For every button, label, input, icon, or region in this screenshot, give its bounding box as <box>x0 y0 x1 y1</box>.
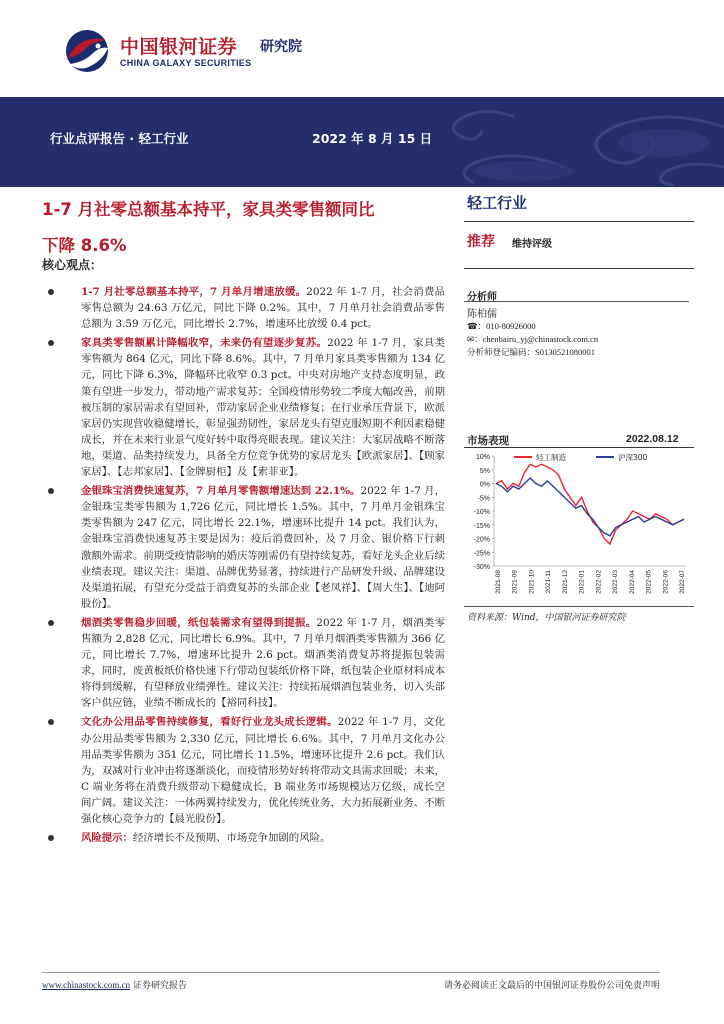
report-type-label: 行业点评报告 · 轻工行业 <box>50 131 189 146</box>
bullet-dot-icon <box>48 488 54 494</box>
x-tick-label: 2021-12 <box>561 570 569 594</box>
bullet-heading: 家具类零售额累计降幅收窄，未来仍有望逐步复苏。 <box>81 337 328 350</box>
institute-label: 研究院 <box>260 39 302 55</box>
y-tick-label: 10% <box>475 454 490 461</box>
legend-label: 沪深300 <box>618 453 648 462</box>
series-line-csi300 <box>496 478 684 536</box>
y-tick-label: -5% <box>477 495 490 503</box>
market-date: 2022.08.12 <box>626 433 679 445</box>
y-tick-label: -10% <box>473 509 490 516</box>
core-view-heading: 核心观点： <box>42 258 103 272</box>
report-title-line-2: 下降 8.6% <box>42 236 127 255</box>
x-tick-label: 2022-04 <box>628 570 636 594</box>
sidebar-divider <box>464 268 694 269</box>
list-item <box>45 714 445 827</box>
list-item <box>45 615 445 712</box>
series-line-light-industry <box>496 464 684 544</box>
bullet-heading: 烟酒类零售稳步回暖，纸包装需求有望得到提振。 <box>81 616 317 629</box>
footer-disclaimer: 请务必阅读正文最后的中国银河证券股份公司免责声明 <box>443 981 660 991</box>
x-tick-label: 2022-06 <box>662 570 670 594</box>
y-tick-label: 0% <box>479 481 490 489</box>
legend-label: 轻工制造 <box>536 453 566 462</box>
bullet-body: 2022 年 1-7 月，烟酒类零售额为 2,828 亿元，同比增长 6.9%。其中，7 月单月烟酒类零售额为 366 亿元，同比增长 7.7%，增速环比提升 2.6 pct。烟酒类消费复苏将提振包装需求，同时，废黄板纸价格快速下行带动包装纸价格下降，纸包装企业原材料成本将得到缓解，有望释放业绩弹性。建议关注：持续拓展烟酒包装业务，切入头部客户供应链，业绩不断成长的【裕同科技】。 <box>81 616 445 710</box>
footer-left <box>42 978 187 991</box>
bullet-dot-icon <box>48 835 54 841</box>
market-heading: 市场表现 <box>467 435 509 447</box>
analyst-heading: 分析师 <box>467 292 497 303</box>
analyst-name: 陈柏儒 <box>467 309 497 320</box>
x-tick-label: 2022-02 <box>595 570 603 594</box>
y-tick-label: -20% <box>473 536 490 544</box>
x-tick-label: 2022-01 <box>578 570 586 594</box>
company-name-en: CHINA GALAXY SECURITIES <box>120 58 252 68</box>
rating-note: 维持评级 <box>512 239 552 250</box>
chart-source: 资料来源：Wind，中国银河证券研究院 <box>467 613 626 623</box>
core-view-list <box>45 284 445 849</box>
x-tick-label: 2021-11 <box>545 570 553 594</box>
sidebar-divider <box>464 606 694 607</box>
analyst-cert: 分析师登记编码：S0130521080001 <box>467 347 595 357</box>
footer-url[interactable]: www.chinastock.com.cn <box>42 980 131 990</box>
bullet-body: 2022 年 1-7 月，家具类零售额为 864 亿元，同比下降 8.6%。其中，7 月单月家具类零售额为 134 亿元，同比下降 6.3%，降幅环比收窄 0.3 pct。中央对房地产支持态度明显，政策有望进一步发力，带动地产需求复苏；全国疫情形势较二季度大幅改善，前期被压制的家居需求有望回补，带动家居企业业绩修复；在行业承压背景下，欧派家居仍实现营收稳健增长，彰显强劲韧性，家居龙头有望克服短期不利因素稳健成长，并在未来行业景气度好转中取得亮眼表现。建议关注：大家居战略不断落地，渠道、品类持续发力，具备全方位竞争优势的家居龙头【欧派家居】、【顾家家居】、【志邦家居】、【金牌厨柜】及【索菲亚】。 <box>81 337 445 479</box>
report-date: 2022 年 8 月 15 日 <box>312 131 433 146</box>
footer-report-type: 证券研究报告 <box>133 981 188 991</box>
list-item <box>45 483 445 612</box>
list-item <box>45 830 445 846</box>
bullet-heading: 1-7 月社零总额基本持平，7 月单月增速放缓。 <box>81 286 307 298</box>
market-performance-chart <box>464 448 694 608</box>
bullet-heading: 金银珠宝消费快速复苏，7 月单月零售额增速达到 22.1%。 <box>81 485 361 498</box>
y-tick-label: -30% <box>473 564 490 571</box>
company-name-cn: 中国银河证券 <box>120 36 238 58</box>
sidebar-divider <box>464 221 694 222</box>
bullet-dot-icon <box>48 340 54 346</box>
bullet-dot-icon <box>48 719 54 725</box>
list-item <box>45 335 445 480</box>
bullet-body: 2022 年 1-7 月，社会消费品零售总额为 24.63 万亿元，同比下降 0.2%。其中，7 月单月社会消费品零售总额为 3.59 万亿元，同比增长 2.7%，增速环比放缓 0.4 pct。 <box>81 286 445 331</box>
x-tick-label: 2021-09 <box>511 570 519 594</box>
sidebar-divider <box>464 301 689 302</box>
analyst-email[interactable]: ✉：chenbairu_yj@chinastock.com.cn <box>467 334 599 344</box>
x-tick-label: 2022-07 <box>679 570 686 594</box>
report-banner <box>0 97 724 187</box>
galaxy-logo-icon <box>62 28 112 74</box>
bullet-body: 2022 年 1-7 月，文化办公用品类零售额为 2,330 亿元，同比增长 6.6%。其中，7 月单月文化办公用品类零售额为 351 亿元，同比增长 11.5%，增速环比提升 2.6 pct。我们认为，双减对行业冲击将逐渐淡化，而疫情形势好转将带动文具需求回暖；未来，C 端业务将在消费升级带动下稳健成长，B 端业务市场规模达万亿级，成长空间广阔。建议关注：一体两翼持续发力，优化传统业务，大力拓展新业务、不断强化核心竞争力的【晨光股份】。 <box>81 716 445 825</box>
bullet-body: 2022 年 1-7 月，金银珠宝类零售额为 1,726 亿元，同比增长 1.5%。其中，7 月单月金银珠宝类零售额为 247 亿元，同比增长 22.1%，增速环比提升 14 pct。我们认为，金银珠宝消费快速复苏主要是因为：疫后消费回补，及 7 月金、银价格下行刺激额外需求。前期受疫情影响的婚庆等刚需仍有望持续复苏，看好龙头企业后续业绩表现。建议关注：渠道、品牌优势显著，持续进行产品研发升级、品牌建设及渠道拓展，有望充分受益于消费复苏的头部企业【老凤祥】、【周大生】、【迪阿股份】。 <box>81 485 445 610</box>
bullet-body: 经济增长不及预期、市场竞争加剧的风险。 <box>132 832 331 845</box>
footer-divider <box>42 972 660 973</box>
analyst-phone: ☎：010-80926000 <box>467 321 536 331</box>
bullet-dot-icon <box>48 620 54 626</box>
y-tick-label: -25% <box>473 550 490 558</box>
y-tick-label: -15% <box>473 522 490 530</box>
x-tick-label: 2022-05 <box>645 570 653 594</box>
company-logo <box>62 28 312 74</box>
rating-label: 推荐 <box>467 234 495 250</box>
list-item <box>45 284 445 332</box>
x-tick-label: 2021-10 <box>528 570 536 594</box>
bullet-heading: 风险提示： <box>81 832 133 845</box>
y-tick-label: 5% <box>479 467 490 475</box>
x-tick-label: 2021-08 <box>495 570 502 594</box>
bullet-heading: 文化办公用品零售持续修复，看好行业龙头成长逻辑。 <box>81 716 338 729</box>
bullet-dot-icon <box>48 289 54 295</box>
sector-label: 轻工行业 <box>467 194 528 212</box>
report-title-line-1: 1-7 月社零总额基本持平，家具类零售额同比 <box>42 200 375 219</box>
x-tick-label: 2022-03 <box>612 570 620 594</box>
report-title <box>42 192 442 264</box>
